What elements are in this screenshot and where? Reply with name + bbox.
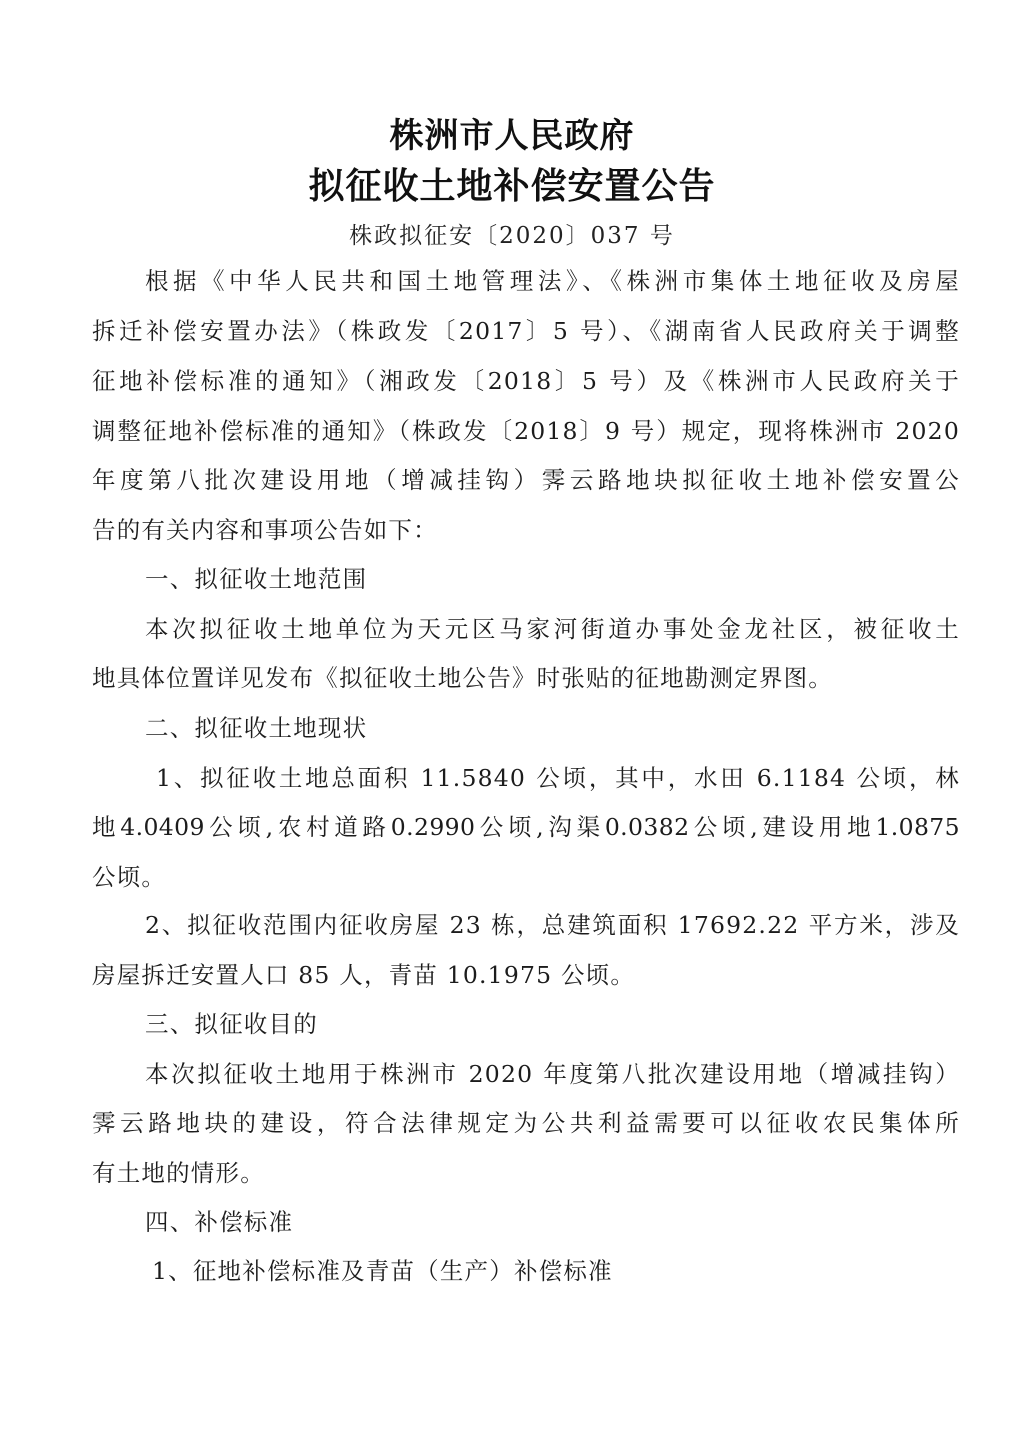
intro-line: 告的有关内容和事项公告如下： — [92, 516, 438, 544]
section-1-line: 地具体位置详见发布《拟征收土地公告》时张贴的征地勘测定界图。 — [92, 664, 833, 692]
section-3-line: 有土地的情形。 — [92, 1159, 265, 1187]
section-heading-1: 一、拟征收土地范围 — [145, 565, 368, 593]
section-2-item-2-line: 2、拟征收范围内征收房屋 23 栋，总建筑面积 17692.22 平方米，涉及 — [145, 911, 960, 939]
section-2-item-1-line: 公顷。 — [92, 863, 167, 891]
section-1-line: 本次拟征收土地单位为天元区马家河街道办事处金龙社区，被征收土 — [145, 615, 960, 643]
section-heading-4: 四、补偿标准 — [145, 1208, 294, 1236]
section-heading-2: 二、拟征收土地现状 — [145, 714, 368, 742]
section-heading-3: 三、拟征收目的 — [145, 1010, 318, 1038]
document-number: 株政拟征安〔2020〕037 号 — [349, 223, 675, 249]
section-2-item-2-line: 房屋拆迁安置人口 85 人，青苗 10.1975 公顷。 — [92, 961, 636, 989]
section-2-item-1-line: 地4.0409公顷,农村道路0.2990公顷,沟渠0.0382公顷,建设用地1.0875 — [92, 813, 960, 841]
intro-line: 年度第八批次建设用地（增减挂钩）霁云路地块拟征收土地补偿安置公 — [92, 466, 960, 494]
intro-line: 征地补偿标准的通知》（湘政发〔2018〕5 号）及《株洲市人民政府关于 — [92, 367, 960, 395]
section-4-subheading: 1、征地补偿标准及青苗（生产）补偿标准 — [152, 1257, 613, 1285]
section-3-line: 霁云路地块的建设，符合法律规定为公共利益需要可以征收农民集体所 — [92, 1109, 960, 1137]
intro-line: 拆迁补偿安置办法》（株政发〔2017〕5 号）、《湖南省人民政府关于调整 — [92, 317, 960, 345]
document-title-line-1: 株洲市人民政府 — [389, 116, 635, 156]
document-title-line-2: 拟征收土地补偿安置公告 — [308, 166, 716, 207]
intro-line: 根据《中华人民共和国土地管理法》、《株洲市集体土地征收及房屋 — [145, 267, 960, 295]
intro-line: 调整征地补偿标准的通知》（株政发〔2018〕9 号）规定，现将株洲市 2020 — [92, 417, 960, 445]
section-3-line: 本次拟征收土地用于株洲市 2020 年度第八批次建设用地（增减挂钩） — [145, 1060, 960, 1088]
section-2-item-1-line: 1、拟征收土地总面积 11.5840 公顷，其中，水田 6.1184 公顷，林 — [156, 764, 960, 792]
